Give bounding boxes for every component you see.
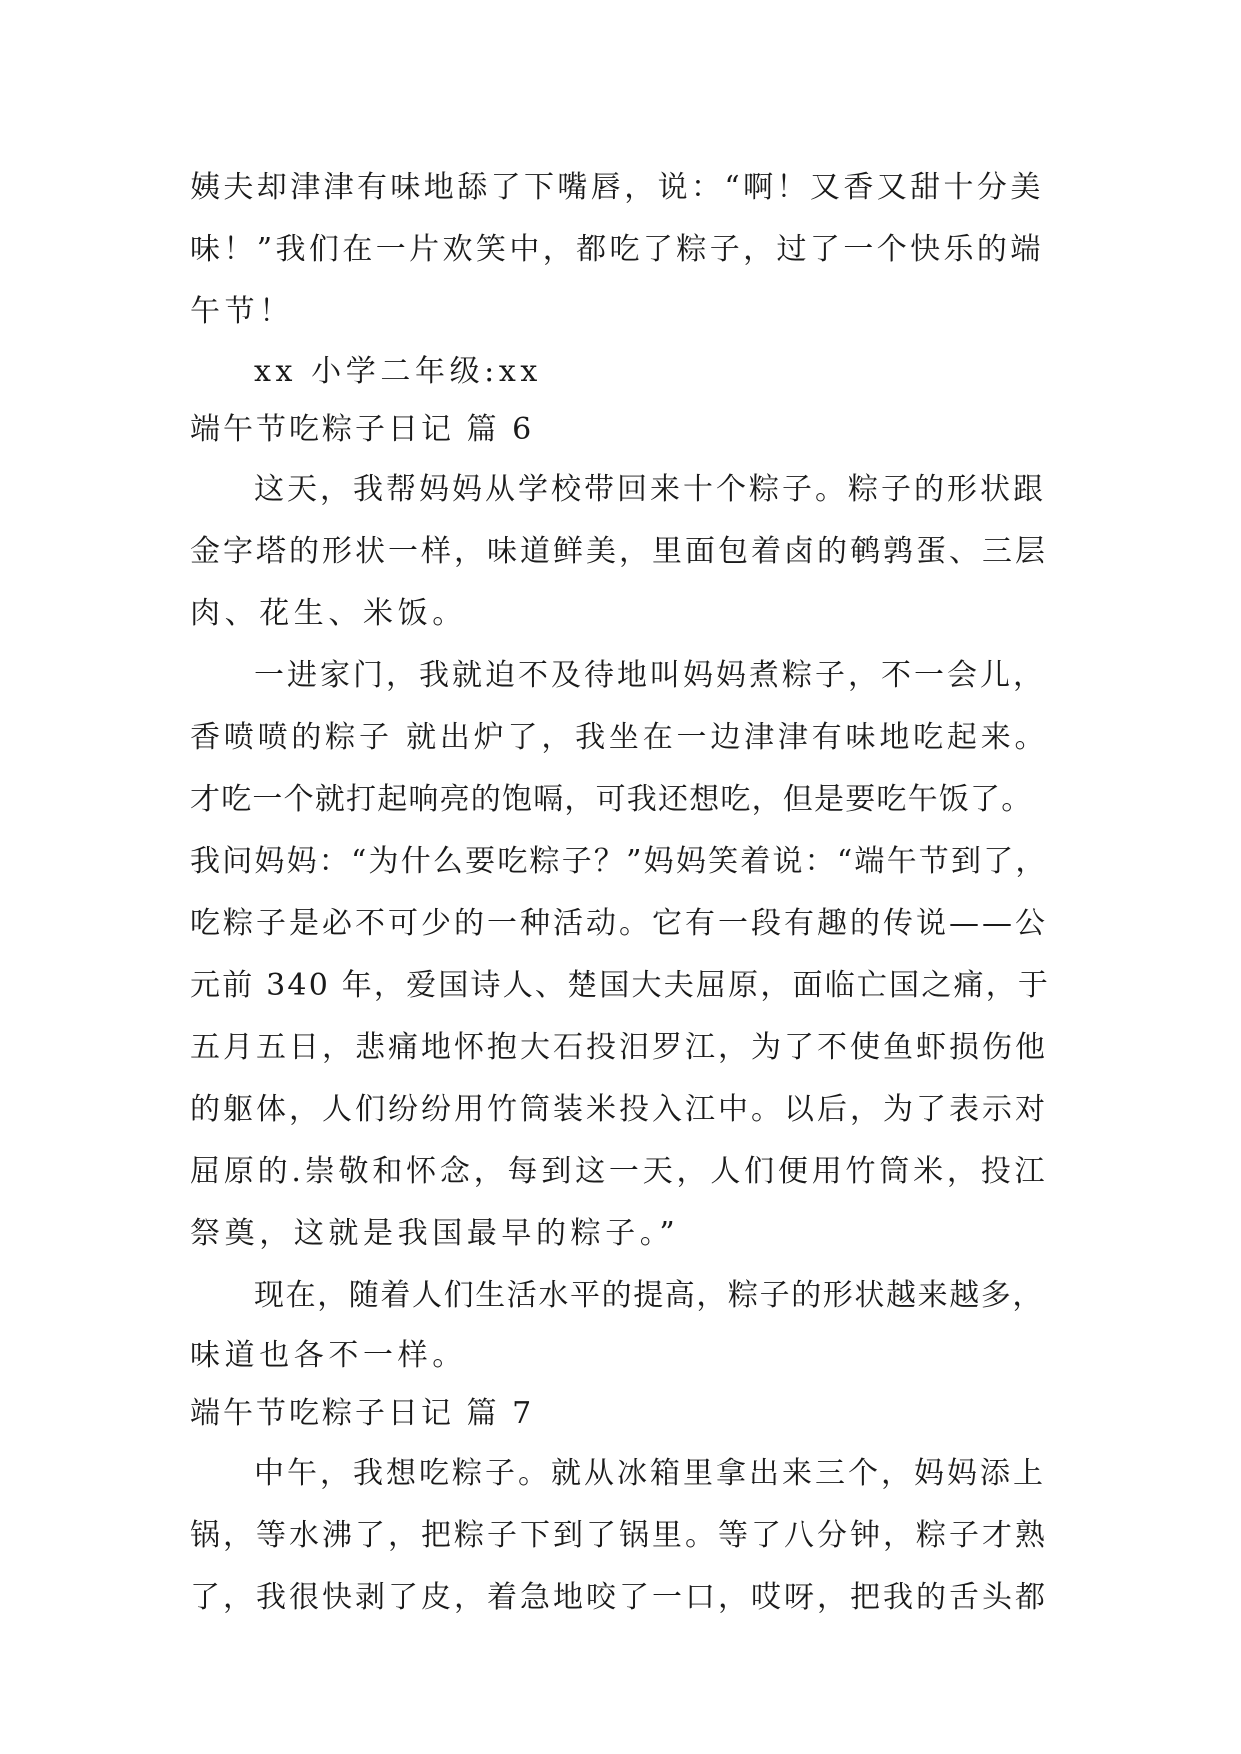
paragraph-start: 一进家门，我就迫不及待地叫妈妈煮粽子，不一会儿， [254,658,1046,693]
paragraph-start: 现在，随着人们生活水平的提高，粽子的形状越来越多， [254,1278,1044,1313]
section-heading: 端午节吃粽子日记 篇 6 [190,412,535,447]
text-line: 姨夫却津津有味地舔了下嘴唇，说：“啊！又香又甜十分美 [190,170,1044,205]
paragraph-start: 中午，我想吃粽子。就从冰箱里拿出来三个，妈妈添上 [254,1456,1046,1491]
text-line: 我问妈妈：“为什么要吃粽子？”妈妈笑着说：“端午节到了， [190,844,1048,879]
text-line: 金字塔的形状一样，味道鲜美，里面包着卤的鹌鹑蛋、三层 [190,534,1048,569]
text-line: 午节！ [190,294,294,329]
text-line: 才吃一个就打起响亮的饱嗝，可我还想吃，但是要吃午饭了。 [190,782,1033,817]
text-line: 五月五日，悲痛地怀抱大石投汨罗江，为了不使鱼虾损伤他 [190,1030,1048,1065]
author-line: xx 小学二年级:xx [254,354,542,389]
text-line: 锅，等水沸了，把粽子下到了锅里。等了八分钟，粽子才熟 [190,1518,1048,1553]
text-line: 肉、花生、米饭。 [190,596,467,631]
text-line: 元前 340 年，爱国诗人、楚国大夫屈原，面临亡国之痛，于 [190,968,1051,1003]
text-line: 屈原的.崇敬和怀念，每到这一天，人们便用竹筒米，投江 [190,1154,1049,1189]
text-line: 味！”我们在一片欢笑中，都吃了粽子，过了一个快乐的端 [190,232,1044,267]
text-line: 了，我很快剥了皮，着急地咬了一口，哎呀，把我的舌头都 [190,1580,1048,1615]
text-line: 的躯体，人们纷纷用竹筒装米投入江中。以后，为了表示对 [190,1092,1048,1127]
text-line: 香喷喷的粽子 就出炉了，我坐在一边津津有味地吃起来。 [190,720,1049,755]
text-line: 味道也各不一样。 [190,1338,467,1373]
text-line: 祭奠，这就是我国最早的粽子。” [190,1216,680,1251]
text-line: 吃粽子是必不可少的一种活动。它有一段有趣的传说——公 [190,906,1048,941]
section-heading: 端午节吃粽子日记 篇 7 [190,1396,535,1431]
paragraph-start: 这天，我帮妈妈从学校带回来十个粽子。粽子的形状跟 [254,472,1046,507]
document-body [190,157,1052,1629]
